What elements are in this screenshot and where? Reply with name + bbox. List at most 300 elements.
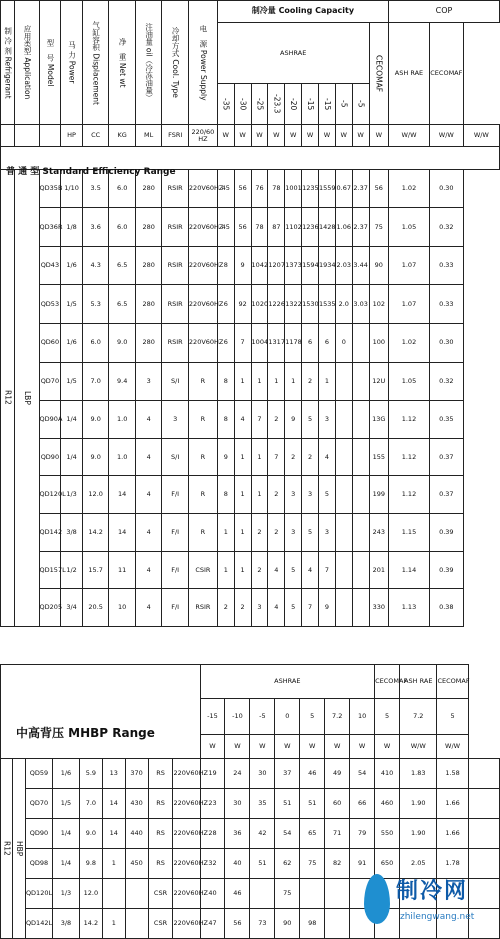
data-cell [285, 324, 302, 363]
data-cell-text: RSIR [167, 299, 183, 308]
data-cell-text: 1207 [268, 261, 285, 270]
data-cell-text: 1428 [318, 222, 336, 231]
data-cell-text: 1.12 [401, 452, 417, 461]
data-cell [82, 476, 109, 514]
unit-text: W [375, 131, 382, 140]
data-cell-text: 4 [146, 452, 151, 461]
data-cell [268, 514, 285, 552]
unit [463, 124, 499, 146]
data-cell [302, 476, 319, 514]
data-cell-text: 30 [233, 799, 242, 808]
data-cell [162, 589, 189, 627]
data-cell [135, 589, 162, 627]
data-cell-text: 1594 [302, 261, 319, 270]
data-cell-text: 40 [233, 859, 242, 868]
hdr-temp [200, 699, 225, 735]
data-cell-text: 1.12 [401, 415, 417, 424]
data-cell [173, 789, 208, 819]
data-cell-text: 4 [146, 415, 151, 424]
data-cell [225, 759, 250, 789]
data-cell [335, 589, 352, 627]
data-cell-text: 14 [109, 829, 118, 838]
data-cell-text: 220V60HZ [188, 222, 224, 231]
data-cell-text: 5.3 [90, 299, 101, 308]
data-cell [335, 438, 352, 476]
data-cell-text: 7.0 [90, 377, 101, 386]
data-cell [318, 285, 335, 324]
hdr-ashrae-cop [389, 23, 430, 125]
hdr-temp-text: -15 [322, 98, 332, 111]
data-cell [251, 208, 268, 247]
data-cell [302, 401, 319, 439]
data-cell [389, 551, 430, 589]
data-cell [82, 362, 109, 401]
data-cell-text: 15.7 [88, 565, 103, 574]
data-cell [188, 362, 217, 401]
data-cell [335, 208, 352, 247]
data-cell-text: 73 [258, 919, 267, 928]
data-cell-text: 8 [223, 261, 228, 270]
data-cell-text: QD98 [29, 859, 49, 868]
data-cell [82, 324, 109, 363]
data-cell [109, 246, 136, 285]
data-cell-text: 7 [240, 338, 245, 347]
data-cell [61, 285, 83, 324]
data-cell [335, 324, 352, 363]
data-cell [39, 246, 61, 285]
data-cell-text: 14.2 [83, 919, 99, 928]
unit [251, 124, 268, 146]
data-cell [188, 589, 217, 627]
data-cell [375, 819, 400, 849]
unit [389, 124, 430, 146]
data-cell-text: 0.33 [439, 261, 454, 270]
data-cell [109, 589, 136, 627]
data-cell [268, 208, 285, 247]
data-cell [39, 438, 61, 476]
data-cell-text: 1/4 [60, 859, 72, 868]
data-cell-text: 5.9 [85, 769, 97, 778]
data-cell-text: 6.5 [117, 261, 128, 270]
data-cell [400, 759, 437, 789]
data-cell-text: QD35B [39, 184, 63, 193]
data-cell [375, 759, 400, 789]
data-cell-text: 1317 [268, 338, 285, 347]
data-cell [369, 246, 388, 285]
data-cell [268, 401, 285, 439]
data-cell-text: 5 [324, 490, 329, 499]
data-cell-text: 8 [223, 415, 228, 424]
data-cell [285, 589, 302, 627]
data-cell [302, 514, 319, 552]
data-cell [225, 849, 250, 879]
data-cell [318, 589, 335, 627]
data-cell [162, 438, 189, 476]
data-cell-text: 4 [240, 415, 245, 424]
data-cell [109, 362, 136, 401]
data-cell [302, 324, 319, 363]
data-cell-text: 2 [257, 565, 262, 574]
data-cell-text: QD90 [29, 829, 49, 838]
application-cell-text: HBP [15, 840, 25, 857]
data-cell [251, 589, 268, 627]
data-cell [300, 849, 325, 879]
data-cell [82, 208, 109, 247]
unit-text: W [333, 742, 341, 751]
data-cell [125, 789, 148, 819]
data-cell [251, 401, 268, 439]
unit [325, 735, 350, 759]
data-cell-text: RS [156, 769, 165, 778]
data-cell [285, 246, 302, 285]
hdr-net-weight [109, 1, 136, 125]
data-cell [250, 819, 275, 849]
data-cell-text: 1.78 [445, 859, 460, 868]
data-cell-text: 8 [223, 490, 228, 499]
data-cell-text: 75 [308, 859, 317, 868]
data-cell [352, 476, 369, 514]
unit [318, 124, 335, 146]
data-cell [352, 362, 369, 401]
hdr-power-text: 马 力 Power [67, 41, 77, 84]
data-cell [389, 589, 430, 627]
data-cell [369, 169, 388, 208]
data-cell-text: 36 [233, 829, 242, 838]
data-cell [352, 401, 369, 439]
data-cell-text: F/I [171, 603, 180, 612]
hdr-temp [335, 84, 352, 125]
data-cell [39, 476, 66, 514]
data-cell [429, 246, 463, 285]
unit-text: W [259, 742, 266, 751]
data-cell [173, 849, 208, 879]
hdr-temp [318, 84, 335, 125]
data-cell [82, 551, 109, 589]
data-cell-text: 220V60HZ [173, 829, 208, 838]
data-cell-text: 9 [291, 415, 296, 424]
refrigerant-cell-text: R12 [3, 390, 13, 406]
data-cell [325, 909, 350, 939]
data-cell [389, 362, 430, 401]
data-cell [162, 246, 189, 285]
data-cell-text: 2 [274, 490, 279, 499]
data-cell [217, 401, 234, 439]
data-cell [318, 551, 335, 589]
data-cell [225, 909, 250, 939]
data-cell-text: 1 [240, 452, 245, 461]
data-cell-text: 37 [283, 769, 292, 778]
data-cell [352, 208, 369, 247]
data-cell [39, 362, 61, 401]
data-cell [148, 759, 173, 789]
data-cell-text: 2 [257, 527, 262, 536]
unit-text: W [289, 131, 297, 140]
data-cell-text: 6 [223, 299, 228, 308]
data-cell [148, 879, 173, 909]
data-cell-text: 1/10 [64, 184, 79, 193]
data-cell-text: 76 [255, 184, 264, 193]
data-cell [318, 324, 335, 363]
data-cell-text: 49 [333, 769, 342, 778]
hdr-temp [350, 699, 375, 735]
data-cell [109, 476, 136, 514]
data-cell-text: 7 [274, 452, 279, 461]
data-cell [300, 789, 325, 819]
data-cell-text: 3 [257, 603, 262, 612]
data-cell [188, 476, 217, 514]
data-cell [285, 169, 302, 208]
data-cell-text: S/I [171, 377, 180, 386]
data-cell-text: 6.0 [117, 222, 128, 231]
hdr-temp [302, 84, 319, 125]
data-cell [302, 551, 319, 589]
data-cell-text: 1102 [285, 222, 302, 231]
data-cell [285, 285, 302, 324]
data-cell-text: 2 [240, 603, 245, 612]
data-cell [61, 246, 83, 285]
data-cell-text: 30 [258, 769, 267, 778]
data-cell [429, 169, 463, 208]
data-cell [52, 879, 79, 909]
data-cell-text: 0.67 [336, 184, 352, 193]
data-cell-text: 0.30 [439, 184, 454, 193]
data-cell [234, 514, 251, 552]
hdr-temp [437, 699, 468, 735]
standard-range-table: 制 冷 剂 Refrigerant 应用类型 Application 型 号 Model 马 力 Power 气缸容积 Displacement 净 重 Net wt 注油量 oil（冷冻油量） 冷却方式 Cool. Type 电 源 Power Supply 制冷量 Cooling Capacity COP ASHRAE CECOMAF ASH RAE CECOMAF -35 -30 -25 -23.3 -20 -15 -15 -5 -5 HP CC KG ML FSRI 220/60 HZ W W W W W W W W W W W/W W/W W/W R12 LBP QD35B 1/10 3.5 6.0 280 RSIR 220V60HZ 45 56 76 78 1001 1235 1559 0.67 2.37 56 1.02 0.30 QD36R 1/8 3.6 6.0 280 RSIR 220V60HZ 45 56 78 87 1102 1236 1428 1.06 2.37 75 1.05 0.32 QD43 1/6 4.3 6.5 280 RSIR 220V60HZ 8 9 1042 1207 1373 1594 1934 2.03 3.44 90 1.07 0.33 QD53 1/5 5.3 6.5 280 RSIR 220V60HZ 6 92 1020 1226 1322 1530 1535 2.0 3.03 102 1.07 0.33 QD60 1/6 6.0 9.0 280 RSIR 220V60HZ 6 7 1004 1317 1178 6 6 0 100 1.02 0.30 QD70 1/5 7.0 9.4 3 S/I R 8 1 1 1 1 2 1 12U 1.05 0.32 QD90A 1/4 9.0 1.0 4 3 R 8 4 7 2 9 5 3 13G 1.12 0.35 QD90 1/4 9.0 1.0 4 S/I R 9 1 1 7 2 2 4 155 1.12 0.37 QD120L 1/3 12.0 14 4 F/I R 8 1 1 2 3 3 5 199 1.12 0.37 QD142 3/8 14.2 14 4 F/I R 1 1 2 2 3 5 3 243 1.15 0.39 QD157L 1/2 15.7 11 4 F/I CSIR 1 1 2 4 5 4 7 201 1.14 0.39 QD205 3/4 20.5 10 4 F/I RSIR 2 2 3 4 5 7 9 330 1.13 0.38 [0, 0, 500, 627]
data-cell-text: 9 [324, 603, 329, 612]
data-cell-text: QD43 [40, 261, 60, 270]
data-cell-text: 9.0 [117, 338, 128, 347]
data-cell-text: 14 [118, 490, 127, 499]
data-cell-text: 1 [257, 490, 262, 499]
data-cell-text: R [200, 490, 206, 499]
hdr-temp-text: 0 [285, 712, 290, 721]
data-cell-text: 91 [357, 859, 367, 868]
hdr-temp [225, 699, 250, 735]
data-cell-text: 4 [274, 565, 279, 574]
data-cell-text: 1530 [302, 299, 319, 308]
data-cell-text: 1/6 [60, 769, 72, 778]
data-cell-text: 102 [372, 299, 385, 308]
data-cell-text: QD120L [39, 490, 66, 499]
data-cell-text: 220V60HZ [188, 299, 224, 308]
data-cell [285, 514, 302, 552]
data-cell [25, 879, 52, 909]
hdr-cecomaf-cop-text: CECOMAF [437, 677, 470, 686]
data-cell [251, 551, 268, 589]
data-cell [389, 208, 430, 247]
hdr-cecomaf-cop [429, 23, 463, 125]
data-cell [251, 362, 268, 401]
unit [369, 124, 388, 146]
data-cell-text: 1004 [251, 338, 269, 347]
data-cell-text: 220V60HZ [173, 889, 208, 898]
data-cell [234, 589, 251, 627]
unit-text: ML [144, 131, 154, 140]
table-row [1, 401, 500, 439]
data-cell [251, 246, 268, 285]
data-cell-text: 12.0 [88, 490, 103, 499]
data-cell [429, 285, 463, 324]
data-cell-text: 1/4 [60, 829, 72, 838]
table-row [1, 438, 500, 476]
data-cell-text: 1236 [302, 222, 319, 231]
data-cell [135, 362, 162, 401]
data-cell-text: 13 [109, 769, 118, 778]
hdr-temp-text: -15 [207, 712, 218, 721]
data-cell-text: 430 [130, 799, 143, 808]
unit [352, 124, 369, 146]
data-cell [389, 401, 430, 439]
data-cell [79, 879, 102, 909]
data-cell-text: 5 [291, 565, 296, 574]
unit-text: W [239, 131, 246, 140]
hdr-ashrae-cop-text: ASH RAE [404, 677, 433, 686]
data-cell-text: 1 [257, 452, 262, 461]
data-cell-text: 6 [324, 338, 329, 347]
data-cell [429, 514, 463, 552]
unit [188, 124, 217, 146]
data-cell [300, 909, 325, 939]
data-cell [268, 551, 285, 589]
data-cell [188, 324, 224, 363]
data-cell-text: 1235 [302, 184, 319, 193]
data-cell [318, 246, 335, 285]
data-cell-text: 460 [380, 799, 394, 808]
data-cell [234, 246, 251, 285]
unit [200, 735, 225, 759]
table-row [1, 819, 500, 849]
data-cell-text: 3.5 [90, 184, 101, 193]
data-cell [302, 246, 319, 285]
data-cell-text: 1 [223, 527, 228, 536]
data-cell [148, 849, 173, 879]
data-cell-text: 4 [146, 490, 151, 499]
hdr-ashrae [217, 23, 369, 84]
data-cell [375, 789, 400, 819]
unit-text: W [340, 131, 347, 140]
data-cell [302, 438, 319, 476]
data-cell-text: 280 [142, 299, 155, 308]
data-cell [79, 759, 102, 789]
data-cell-text: 6.0 [90, 338, 101, 347]
data-cell-text: 62 [283, 859, 292, 868]
data-cell [234, 551, 251, 589]
data-cell [369, 514, 388, 552]
data-cell [369, 589, 388, 627]
data-cell-text: 1 [223, 565, 228, 574]
data-cell-text: 0.37 [439, 452, 454, 461]
data-cell [217, 362, 234, 401]
data-cell-text: 1 [111, 859, 116, 868]
data-cell-text: QD142L [25, 919, 53, 928]
data-cell-text: 11 [118, 565, 127, 574]
data-cell-text: RS [156, 829, 165, 838]
data-cell [135, 551, 162, 589]
data-cell-text: 14 [118, 527, 127, 536]
data-cell [217, 551, 234, 589]
data-cell-text: 1.12 [401, 490, 417, 499]
data-cell [217, 589, 234, 627]
data-cell [389, 169, 430, 208]
data-cell [285, 401, 302, 439]
table-row [1, 246, 500, 285]
data-cell [350, 759, 375, 789]
data-cell-text: 3 [324, 415, 329, 424]
unit [234, 124, 251, 146]
data-cell-text: 54 [283, 829, 292, 838]
unit [82, 124, 109, 146]
data-cell-text: 9 [223, 452, 228, 461]
data-cell-text: F/I [171, 565, 180, 574]
data-cell-text: 6 [223, 338, 228, 347]
data-cell [369, 324, 388, 363]
hdr-temp [251, 84, 268, 125]
data-cell-text: 24 [233, 769, 242, 778]
data-cell-text: 1/6 [66, 261, 77, 270]
data-cell [188, 246, 224, 285]
data-cell-text: 4 [146, 603, 151, 612]
data-cell-text: 1/5 [66, 299, 77, 308]
data-cell-text: QD60 [40, 338, 60, 347]
data-cell-text: 10 [118, 603, 127, 612]
data-cell-text: 23 [208, 799, 217, 808]
data-cell-text: 1/3 [66, 490, 77, 499]
data-cell-text: 2 [223, 603, 228, 612]
data-cell-text: 450 [130, 859, 143, 868]
hdr-temp [234, 84, 251, 125]
data-cell-text: 78 [272, 184, 281, 193]
data-cell-text: 220V60HZ [173, 919, 208, 928]
data-cell [188, 285, 224, 324]
data-cell [429, 324, 463, 363]
hdr-cooling-capacity [217, 1, 388, 23]
data-cell-text: QD70 [29, 799, 49, 808]
data-cell-text: 3.44 [353, 261, 368, 270]
data-cell [389, 476, 430, 514]
data-cell-text: 3.6 [90, 222, 101, 231]
data-cell-text: 1/5 [60, 799, 72, 808]
data-cell [125, 849, 148, 879]
data-cell [148, 789, 173, 819]
data-cell-text: 3.03 [353, 299, 368, 308]
table-row [1, 789, 500, 819]
data-cell [52, 789, 79, 819]
data-cell-text: 280 [142, 338, 155, 347]
unit-text: W [284, 742, 291, 751]
unit-text: W [209, 742, 216, 751]
data-cell-text: 75 [374, 222, 383, 231]
hdr-temp [300, 699, 325, 735]
data-cell [225, 819, 250, 849]
data-cell-text: 0.35 [439, 415, 454, 424]
data-cell [173, 879, 208, 909]
data-cell-text: 19 [208, 769, 217, 778]
unit [225, 735, 250, 759]
data-cell [352, 438, 369, 476]
data-cell [429, 208, 463, 247]
data-cell [61, 401, 83, 439]
data-cell [102, 849, 125, 879]
data-cell-text: 1/4 [66, 415, 77, 424]
data-cell-text: 45 [221, 222, 230, 231]
data-cell-text: 35 [258, 799, 267, 808]
data-cell-text: QD36R [39, 222, 63, 231]
data-cell [79, 849, 102, 879]
unit [275, 735, 300, 759]
data-cell [300, 819, 325, 849]
data-cell [275, 819, 300, 849]
